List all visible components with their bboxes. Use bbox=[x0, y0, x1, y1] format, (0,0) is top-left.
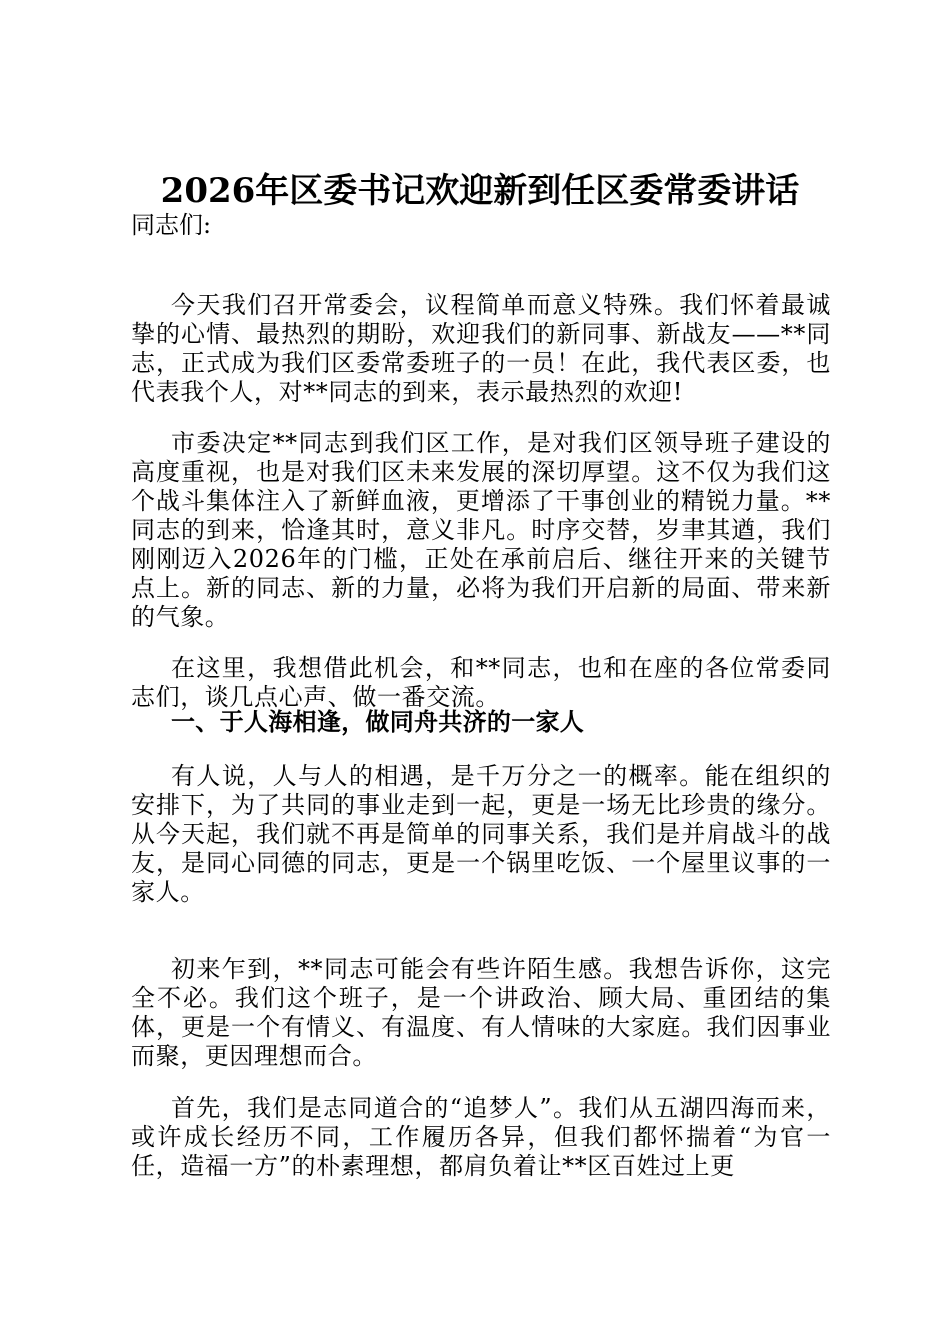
paragraph-new-arrival: 初来乍到，**同志可能会有些许陌生感。我想告诉你，这完全不必。我们这个班子，是一个讲政治、顾大局、重团结的集体，更是一个有情义、有温度、有人情味的大家庭。我们因事业而聚，更因理想而合。 bbox=[131, 955, 831, 1070]
salutation: 同志们: bbox=[131, 211, 212, 239]
document-title: 2026年区委书记欢迎新到任区委常委讲话 bbox=[160, 171, 800, 211]
paragraph-significance: 市委决定**同志到我们区工作，是对我们区领导班子建设的高度重视，也是对我们区未来发展的深切厚望。这不仅为我们这个战斗集体注入了新鲜血液，更增添了干事创业的精锐力量。**同志的到来，恰逢其时，意义非凡。时序交替，岁聿其遒，我们刚刚迈入2026年的门槛，正处在承前启后、继往开来的关键节点上。新的同志、新的力量，必将为我们开启新的局面、带来新的气象。 bbox=[131, 429, 831, 631]
section-heading-1: 一、于人海相逢，做同舟共济的一家人 bbox=[171, 707, 585, 736]
paragraph-fate: 有人说，人与人的相遇，是千万分之一的概率。能在组织的安排下，为了共同的事业走到一起，更是一场无比珍贵的缘分。从今天起，我们就不再是简单的同事关系，我们是并肩战斗的战友，是同心同德的同志，更是一个锅里吃饭、一个屋里议事的一家人。 bbox=[131, 762, 831, 906]
paragraph-welcome: 今天我们召开常委会，议程简单而意义特殊。我们怀着最诚挚的心情、最热烈的期盼，欢迎我们的新同事、新战友——**同志，正式成为我们区委常委班子的一员！在此，我代表区委，也代表我个人，对**同志的到来，表示最热烈的欢迎! bbox=[131, 291, 831, 406]
paragraph-intro-exchange: 在这里，我想借此机会，和**同志，也和在座的各位常委同志们，谈几点心声、做一番交流。 bbox=[131, 654, 831, 711]
paragraph-dream-chasers: 首先，我们是志同道合的“追梦人”。我们从五湖四海而来，或许成长经历不同，工作履历各异，但我们都怀揣着“为官一任，造福一方”的朴素理想，都肩负着让**区百姓过上更 bbox=[131, 1094, 831, 1180]
